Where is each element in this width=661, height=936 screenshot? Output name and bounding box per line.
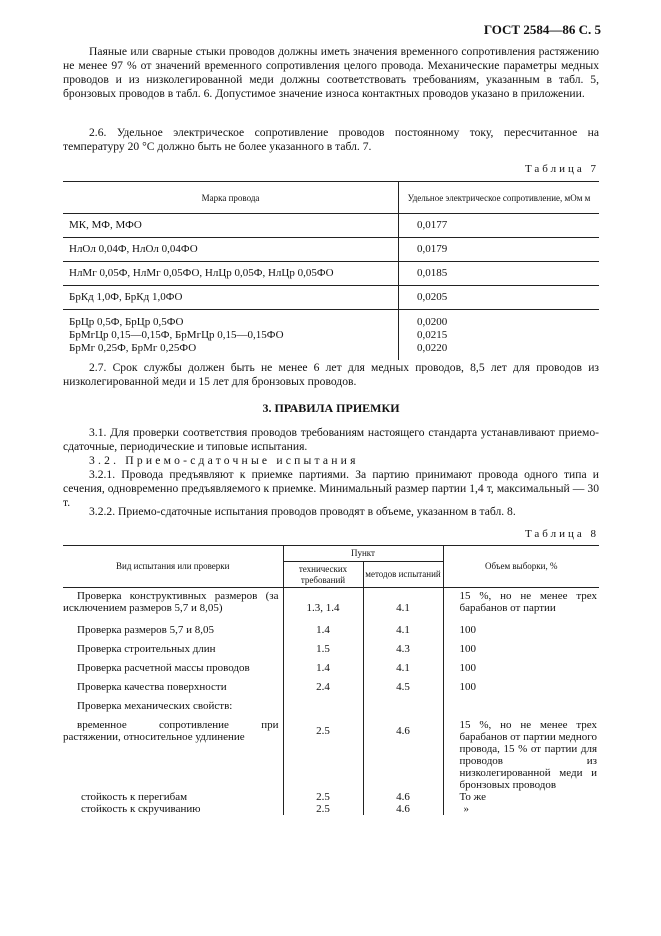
table8-sample: 15 %, но не менее трех барабанов от партии <box>443 588 599 620</box>
table7-value: 0,0177 <box>399 214 600 238</box>
paragraph-3-2: 3.2. Приемо-сдаточные испытания <box>89 454 359 467</box>
table7-mark: БрКд 1,0Ф, БрКд 1,0ФО <box>63 286 399 310</box>
table-row <box>63 310 599 360</box>
table8-test-name: временное сопротивление при растяжении, относительное удлинение <box>63 718 279 743</box>
table8-test-name: стойкость к скручиванию <box>81 802 201 815</box>
table8-col-sample: Объем выборки, % <box>443 546 599 588</box>
table8-tech: 2.5 <box>283 715 363 791</box>
table8-method: 4.1 <box>363 620 443 639</box>
table7-mark: БрМгЦр 0,15—0,15Ф, БрМгЦр 0,15—0,15ФО <box>69 329 284 341</box>
table8-tech: 2.5 <box>283 803 363 815</box>
table-row <box>63 286 599 310</box>
table-row <box>63 639 599 658</box>
table7-mark: БрМг 0,25Ф, БрМг 0,25ФО <box>69 342 197 354</box>
paragraph-joints: Паяные или сварные стыки проводов должны иметь значения временного сопротивления растяжению не менее 97 % от значений временного сопротивления целого провода. Механические параметры медных проводов и из низколегированной меди должны соответствовать требованиям, указанным в табл. 5, бронзовых проводов в табл. 6. Допустимое значение износа контактных проводов указано в приложении. <box>63 45 599 100</box>
table8-method: 4.3 <box>363 639 443 658</box>
table7-value: 0,0200 <box>417 316 448 328</box>
table8-sample: » <box>443 803 599 815</box>
table8-method: 4.1 <box>363 658 443 677</box>
table-7 <box>63 181 599 360</box>
table7-value: 0,0205 <box>399 286 600 310</box>
table7-value: 0,0220 <box>417 342 448 354</box>
table8-method: 4.1 <box>363 588 443 620</box>
table8-sample: 100 <box>443 658 599 677</box>
paragraph-2-6: 2.6. Удельное электрическое сопротивление проводов постоянному току, пересчитанное на температуру 20 °С должно быть не более указанного в табл. 7. <box>63 126 599 153</box>
table8-test-name: стойкость к перегибам <box>81 790 188 803</box>
paragraph-3-2-1: 3.2.1. Провода предъявляют к приемке партиями. За партию принимают провода одного типа и сечения, одновременно предъявляемого к приемке. Минимальный размер партии 1,4 т, максимальный — 30 т. <box>63 468 599 509</box>
table8-method: 4.6 <box>363 715 443 791</box>
section-title: 3. ПРАВИЛА ПРИЕМКИ <box>262 401 400 415</box>
table8-sample: 100 <box>443 677 599 696</box>
paragraph-3-1: 3.1. Для проверки соответствия проводов требованиям настоящего стандарта устанавливают приемо-сдаточные, периодические и типовые испытания. <box>63 426 599 453</box>
table8-sample: 100 <box>443 620 599 639</box>
table8-test-name: Проверка механических свойств: <box>77 699 233 712</box>
table-row <box>63 791 599 803</box>
table7-value: 0,0215 <box>417 329 448 341</box>
table7-mark: НлОл 0,04Ф, НлОл 0,04ФО <box>63 238 399 262</box>
table8-col-punkt: Пункт <box>283 546 443 562</box>
table8-tech: 1.5 <box>283 639 363 658</box>
table8-tech: 1.4 <box>283 658 363 677</box>
paragraph-3-2-2: 3.2.2. Приемо-сдаточные испытания проводов проводят в объеме, указанном в табл. 8. <box>89 505 516 518</box>
table7-col-resistance: Удельное электрическое сопротивление, мОм м <box>399 182 600 214</box>
table-row <box>63 677 599 696</box>
table8-col-tech: технических требований <box>283 562 363 588</box>
table-row <box>63 588 599 620</box>
table-row <box>63 262 599 286</box>
table7-caption: Таблица 7 <box>524 163 599 175</box>
table-row <box>63 803 599 815</box>
table8-sample: То же <box>443 791 599 803</box>
paragraph-2-7: 2.7. Срок службы должен быть не менее 6 лет для медных проводов, 8,5 лет для проводов из низколегированной меди и 15 лет для бронзовых проводов. <box>63 361 599 388</box>
table8-test-name: Проверка строительных длин <box>77 642 216 655</box>
table8-sample: 15 %, но не менее трех барабанов от партии медного провода, 15 % от партии для проводов из низколегированной меди и бронзовых проводов <box>443 715 599 791</box>
table7-col-mark: Марка провода <box>63 182 399 214</box>
table7-mark: МК, МФ, МФО <box>63 214 399 238</box>
table-row <box>63 620 599 639</box>
table8-tech: 1.4 <box>283 620 363 639</box>
table8-col-test: Вид испытания или проверки <box>63 546 283 588</box>
table8-method: 4.6 <box>363 791 443 803</box>
table8-test-name: Проверка качества поверхности <box>77 680 227 693</box>
table8-col-method: методов испытаний <box>363 562 443 588</box>
table-row <box>63 214 599 238</box>
table-row <box>63 238 599 262</box>
table-row <box>63 715 599 791</box>
table8-method: 4.5 <box>363 677 443 696</box>
table8-test-name: Проверка размеров 5,7 и 8,05 <box>77 623 215 636</box>
table-row <box>63 658 599 677</box>
table7-mark: НлМг 0,05Ф, НлМг 0,05ФО, НлЦр 0,05Ф, НлЦр 0,05ФО <box>63 262 399 286</box>
table-row <box>63 696 599 715</box>
table-8 <box>63 545 599 815</box>
table8-tech: 2.4 <box>283 677 363 696</box>
table8-tech: 2.5 <box>283 791 363 803</box>
table8-test-name: Проверка конструктивных размеров (за исключением размеров 5,7 и 8,05) <box>63 590 279 614</box>
page-header: ГОСТ 2584—86 С. 5 <box>483 22 601 37</box>
table8-caption: Таблица 8 <box>524 528 599 540</box>
table8-test-name: Проверка расчетной массы проводов <box>77 661 250 674</box>
table8-sample: 100 <box>443 639 599 658</box>
table8-method: 4.6 <box>363 803 443 815</box>
table7-value: 0,0179 <box>399 238 600 262</box>
table8-tech: 1.3, 1.4 <box>283 588 363 620</box>
table7-value: 0,0185 <box>399 262 600 286</box>
table7-mark: БрЦр 0,5Ф, БрЦр 0,5ФО <box>69 316 184 328</box>
